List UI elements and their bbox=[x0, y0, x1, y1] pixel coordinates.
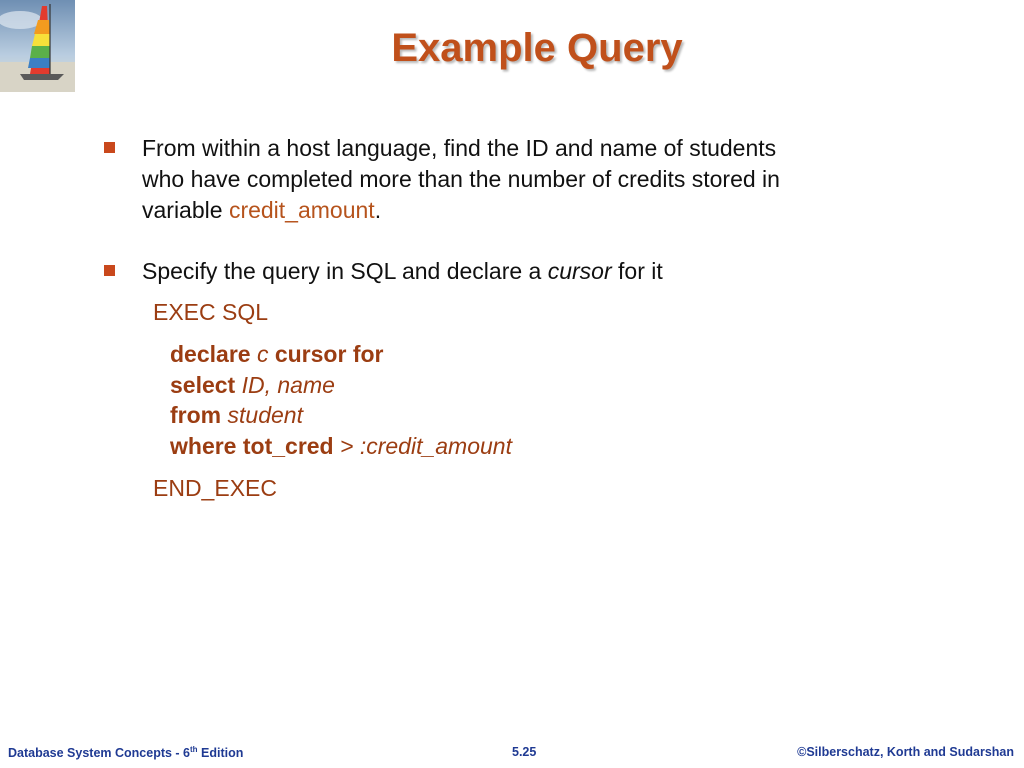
bullet-1-line-2: who have completed more than the number of credits stored in bbox=[142, 166, 780, 192]
from-table: student bbox=[227, 402, 303, 428]
footer-page-number: 5.25 bbox=[512, 745, 537, 759]
select-columns: ID, name bbox=[241, 371, 335, 398]
credit-amount-variable: credit_amount bbox=[228, 197, 375, 223]
select-keyword: select bbox=[170, 371, 236, 398]
bullet-item-2 bbox=[104, 256, 864, 287]
where-keyword: where tot_cred bbox=[170, 432, 334, 459]
square-bullet-icon bbox=[104, 265, 115, 276]
slide-title: Example Query bbox=[391, 26, 683, 70]
footer-copyright: ©Silberschatz, Korth and Sudarshan bbox=[797, 745, 1014, 759]
sql-declare-line bbox=[170, 339, 512, 370]
exec-sql-line: EXEC SQL bbox=[153, 299, 269, 325]
bullet-1-line-3 bbox=[142, 195, 864, 226]
footer-book-title bbox=[8, 745, 243, 760]
bullet-2-prefix: Specify the query in SQL and declare a bbox=[142, 258, 548, 284]
bullet-item-1 bbox=[104, 133, 864, 226]
sql-select-line bbox=[170, 370, 512, 401]
bullet-1-line-3-suffix: . bbox=[374, 197, 382, 223]
bullet-1-line-1: From within a host language, find the ID and name of students bbox=[142, 135, 777, 161]
cursor-for-keyword: cursor for bbox=[274, 341, 384, 367]
cursor-name: c bbox=[256, 341, 269, 367]
footer-book-title-suffix: Edition bbox=[197, 746, 244, 761]
declare-keyword: declare bbox=[170, 341, 251, 367]
footer-edition-superscript: th bbox=[190, 745, 198, 754]
square-bullet-icon bbox=[104, 142, 115, 153]
bullet-2-italic: cursor bbox=[547, 258, 612, 284]
sql-from-line bbox=[170, 400, 512, 431]
bullet-1-line-3-prefix: variable bbox=[142, 197, 229, 223]
where-condition: > :credit_amount bbox=[340, 432, 512, 459]
end-exec-line: END_EXEC bbox=[153, 475, 277, 501]
sql-where-line bbox=[170, 431, 512, 462]
bullet-2-suffix: for it bbox=[611, 258, 663, 284]
from-keyword: from bbox=[170, 402, 222, 428]
sql-query-block bbox=[170, 339, 512, 461]
footer-book-title-prefix: Database System Concepts - 6 bbox=[8, 746, 191, 761]
